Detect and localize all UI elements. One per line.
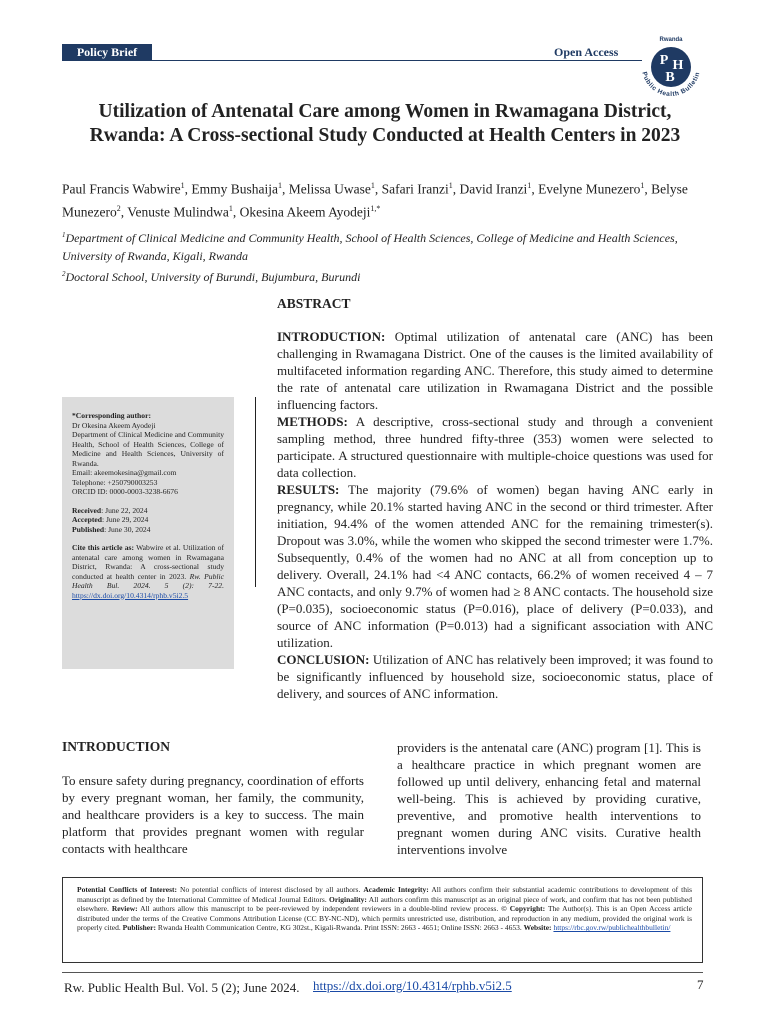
author-name: Paul Francis Wabwire (62, 181, 181, 197)
affiliations (62, 226, 710, 286)
results-text: The majority (79.6% of women) began having ANC early in pregnancy, while 20.1% started having ANC in the second or third trimester. After initiation, 94.4% of the women attended ANC for the remaining trimester(s). Dropout was 3.0%, while the women who skipped the second trimester were 1.7%. Subsequently, 0.4% of the women had no ANC at all from conception up to delivery. Overall, 24.1% had <4 ANC contacts, 66.2% of women received 4 – 7 ANC contacts, and only 9.7% of women had ≥ 8 ANC contacts. The household size (P=0.035), socioeconomic status (P=0.016), place of delivery (P=0.033), and source of ANC information (P=0.013) had a significant association with ANC utilization. (277, 482, 713, 650)
review-label: Review: (111, 904, 138, 914)
author-name: Okesina Akeem Ayodeji (239, 204, 371, 219)
logo-letter-b: B (665, 70, 675, 85)
published-date (72, 525, 224, 535)
cite-label: Cite this article as: (72, 543, 134, 552)
author-list (62, 176, 710, 221)
affiliation-2-text: Doctoral School, University of Burundi, Bujumbura, Burundi (65, 270, 361, 284)
cite-text: Wabwire et al. Utilization of antenatal care among women in Rwamagana District, Rwanda: A cross-sectional study conducted at health center in 2023. (72, 543, 224, 581)
corresponding-name: Dr Okesina Akeem Ayodeji (72, 420, 156, 430)
website-link[interactable]: https://rbc.gov.rw/publichealthbulletin/ (553, 923, 671, 933)
cite-block (72, 543, 224, 600)
sidebar-divider (255, 397, 256, 587)
coi-label: Potential Conflicts of Interest: (77, 885, 178, 894)
cite-journal: Rw. Public Health Bul. 2024. 5 (2): 7-22. (72, 571, 224, 590)
website-label: Website: (523, 923, 552, 933)
logo-top-text: Rwanda (659, 37, 683, 43)
author-name: Emmy Bushaija (191, 181, 279, 197)
article-title: Utilization of Antenatal Care among Women in Rwamagana District, Rwanda: A Cross-sectional Study Conducted at Health Centers in 2023 (89, 101, 681, 146)
corresponding-author-box (62, 397, 234, 669)
author-affiliation-sup: 1 (278, 181, 283, 190)
policy-brief-badge: Policy Brief (62, 44, 152, 61)
abstract-methods (277, 413, 713, 481)
author-separator: , (374, 181, 382, 197)
author-affiliation-sup: 1 (640, 181, 645, 190)
corresponding-department: Department of Clinical Medicine and Community Health, School of Health Sciences, College of Medicine and Health Sciences, University of Rwanda. (72, 430, 224, 468)
author-name: David Iranzi (459, 181, 528, 197)
author-separator: , (644, 181, 652, 197)
cite-doi-link[interactable]: https://dx.doi.org/10.4314/rphb.v5i2.5 (72, 590, 189, 600)
author-separator: , (232, 204, 240, 219)
open-access-label: Open Access (554, 45, 619, 59)
logo-ring-text: Public Health Bulletin (640, 71, 702, 99)
introduction-column-1: To ensure safety during pregnancy, coordination of efforts by every pregnant woman, her family, the community, and healthcare providers is a key to success. The main platform that provides pregnant women with regular contacts with healthcare (62, 773, 364, 856)
author-separator: , (282, 181, 289, 197)
abstract-body (277, 328, 713, 702)
methods-label: METHODS: (277, 414, 348, 429)
author-affiliation-sup: 1 (180, 181, 185, 190)
intro-label: INTRODUCTION: (277, 329, 386, 344)
accepted-label: Accepted (72, 515, 102, 524)
corresponding-label: *Corresponding author: (72, 411, 151, 420)
author-separator: , (531, 181, 539, 197)
originality-label: Originality: (329, 894, 367, 904)
footer-rule (62, 972, 703, 973)
affiliation-1-text: Department of Clinical Medicine and Community Health, School of Health Sciences, College of Medicine and Health Sciences, University of Rwanda, Kigali, Rwanda (62, 231, 678, 263)
author-separator: , (452, 181, 460, 197)
accepted-date (72, 515, 224, 525)
author-affiliation-sup: 1 (370, 181, 375, 190)
author-affiliation-sup: 2 (116, 203, 121, 213)
received-date (72, 506, 224, 516)
conclusion-label: CONCLUSION: (277, 652, 370, 667)
disclosures-box (62, 877, 703, 963)
abstract-introduction (277, 328, 713, 413)
integrity-label: Academic Integrity: (363, 885, 429, 894)
copyright-text: The Author(s). This is an Open Access article distributed under the terms of the Creative Commons Attribution License (CC BY-NC-ND), which permits unrestricted use, distribution, and reproduction in any medium, provided the original work is properly cited. (77, 904, 693, 933)
author-affiliation-sup: 1 (228, 203, 233, 213)
received-label: Received (72, 505, 102, 515)
author-name: Evelyne Munezero (538, 181, 641, 197)
abstract-conclusion (277, 651, 713, 702)
corresponding-email: Email: akeemokesina@gmail.com (72, 468, 177, 477)
intro-text: Optimal utilization of antenatal care (ANC) has been challenging in Rwamagana District. One of the causes is the limited availability of multifaceted information regarding ANC. Therefore, this study aimed to determine the rate of antenatal care utilization in Rwamagana District and the possible influencing factors. (277, 329, 713, 412)
author-name: Belyse Munezero (62, 181, 688, 219)
methods-text: A descriptive, cross-sectional study and through a convenient sampling method, three hundred fifty-three (353) women were selected to participate. A structured questionnaire with multiple-choice questions was used for data collection. (277, 414, 713, 480)
affiliation-1-sup: 1 (62, 231, 66, 239)
corresponding-phone: Telephone: +250790003253 (72, 477, 158, 487)
footer-citation: Rw. Public Health Bul. Vol. 5 (2); June 2024. (64, 980, 300, 995)
abstract-heading: ABSTRACT (277, 296, 351, 311)
author-name: Venuste Mulindwa (127, 204, 229, 219)
received-value: : June 22, 2024 (101, 505, 148, 515)
author-name: Safari Iranzi (381, 181, 449, 197)
author-affiliation-sup: 1 (448, 181, 453, 190)
copyright-label: © Copyright: (501, 904, 546, 914)
affiliation-2 (62, 265, 710, 286)
logo-letter-p: P (659, 53, 669, 68)
results-label: RESULTS: (277, 482, 340, 497)
review-text: All authors allow this manuscript to be peer-reviewed by independent reviewers in a double-blind review process. (137, 904, 502, 914)
affiliation-1 (62, 226, 710, 265)
originality-text: All authors confirm this manuscript as an original piece of work, and confirm that has not been published elsewhere. (77, 894, 693, 914)
author-separator: , (120, 204, 128, 219)
author-separator: , (184, 181, 192, 197)
corresponding-block (72, 411, 224, 497)
introduction-column-2: providers is the antenatal care (ANC) program [1]. This is a healthcare practice in which pregnant women are followed up until delivery, enhancing fetal and maternal well-being. This is achieved by providing curative, preventive, and promotive health interventions to pregnant women during ANC visits. Curative health interventions involve (397, 740, 701, 857)
published-value: : June 30, 2024 (104, 524, 151, 534)
dates-block (72, 506, 224, 535)
corresponding-orcid: ORCID ID: 0000-0003-3238-6676 (72, 487, 178, 496)
author-affiliation-sup: 1 (527, 181, 532, 190)
coi-text: No potential conflicts of interest disclosed by all authors. (177, 885, 364, 894)
header-rule (152, 60, 642, 61)
published-label: Published (72, 524, 105, 534)
author-affiliation-sup: 1,* (370, 203, 381, 213)
introduction-heading: INTRODUCTION (62, 739, 171, 754)
affiliation-2-sup: 2 (62, 270, 66, 278)
publisher-text: Rwanda Health Communication Centre, KG 302st., Kigali-Rwanda. Print ISSN: 2663 - 4651; Online ISSN: 2663 - 4653. (155, 923, 524, 933)
logo-letter-h: H (672, 58, 684, 73)
rphb-logo (632, 28, 710, 106)
footer-doi-link[interactable]: https://dx.doi.org/10.4314/rphb.v5i2.5 (313, 978, 512, 993)
publisher-label: Publisher: (122, 923, 156, 933)
page-number: 7 (697, 977, 704, 992)
conclusion-text: Utilization of ANC has relatively been improved; it was found to be significantly influenced by household size, socioeconomic status, place of delivery, and sources of ANC information. (277, 652, 713, 701)
accepted-value: : June 29, 2024 (101, 515, 149, 524)
integrity-text: All authors confirm their substantial academic contributions to development of this manuscript as defined by the International Committee of Medical Journal Editors. (77, 885, 692, 904)
author-name: Melissa Uwase (288, 181, 371, 197)
abstract-results (277, 481, 713, 651)
